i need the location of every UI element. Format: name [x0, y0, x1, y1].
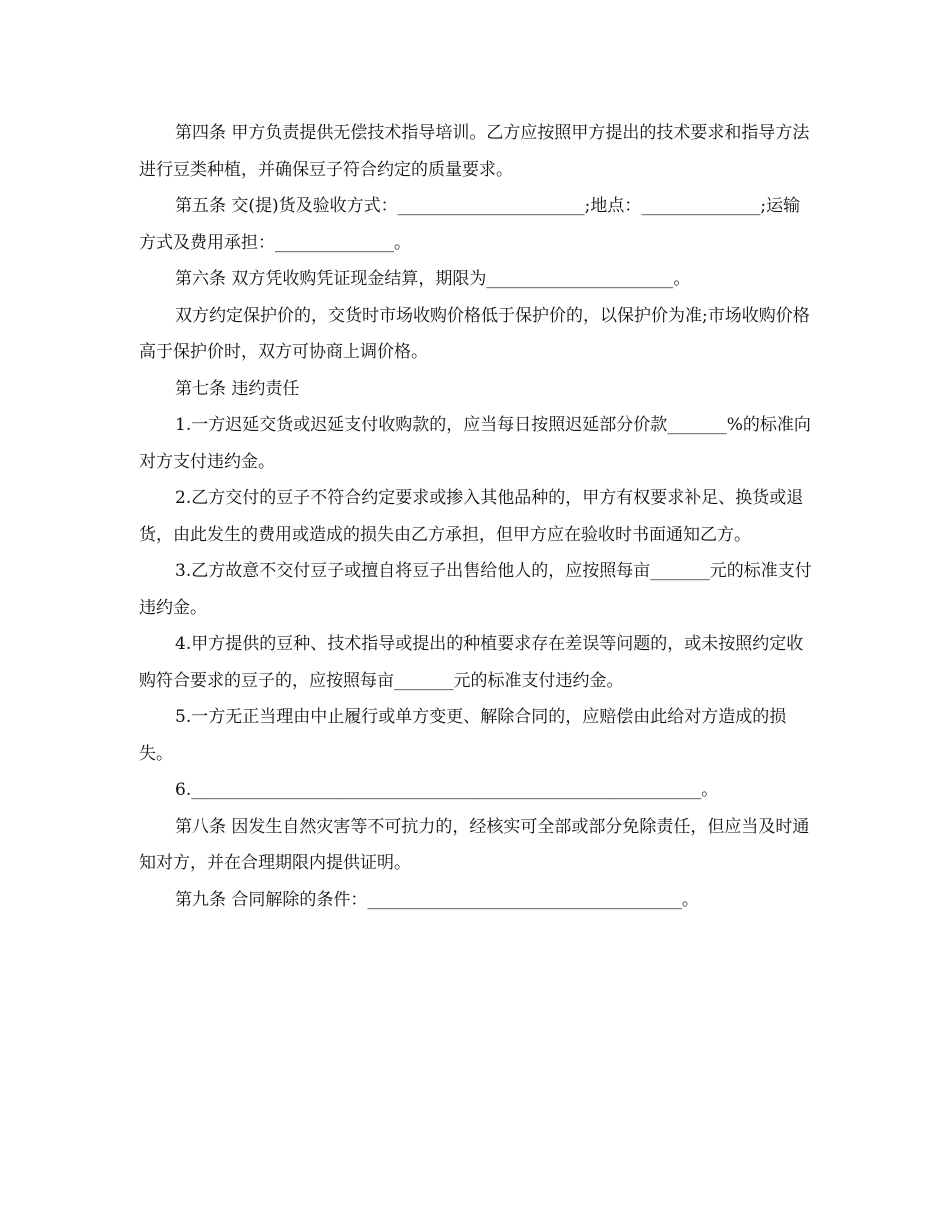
article-9-paragraph: 第九条 合同解除的条件：_____________________________________。: [175, 889, 699, 910]
article-6-paragraph: 第六条 双方凭收购凭证现金结算，期限为______________________。: [175, 269, 691, 289]
article-4-paragraph: 第四条 甲方负责提供无偿技术指导培训。乙方应按照甲方提出的技术要求和指导方法进行豆类种植，并确保豆子符合约定的质量要求。: [139, 123, 810, 180]
article-7-heading: 第七条 违约责任: [175, 378, 300, 399]
breach-clause-3: 3.乙方故意不交付豆子或擅自将豆子出售给他人的，应按照每亩_______元的标准支付违约金。: [139, 561, 812, 618]
protection-price-paragraph: 双方约定保护价的，交货时市场收购价格低于保护价的，以保护价为准;市场收购价格高于保护价时，双方可协商上调价格。: [139, 305, 810, 362]
breach-clause-1: 1.一方迟延交货或迟延支付收购款的，应当每日按照迟延部分价款_______%的标准向对方支付违约金。: [139, 415, 811, 472]
article-8-paragraph: 第八条 因发生自然灾害等不可抗力的，经核实可全部或部分免除责任，但应当及时通知对方，并在合理期限内提供证明。: [139, 816, 810, 873]
breach-clause-4: 4.甲方提供的豆种、技术指导或提出的种植要求存在差误等问题的，或未按照约定收购符合要求的豆子的，应按照每亩_______元的标准支付违约金。: [139, 634, 804, 691]
breach-clause-6: 6.____________________________________________________________。: [175, 780, 719, 800]
document-body: [139, 115, 814, 918]
breach-clause-2: 2.乙方交付的豆子不符合约定要求或掺入其他品种的，甲方有权要求补足、换货或退货，由此发生的费用或造成的损失由乙方承担，但甲方应在验收时书面通知乙方。: [139, 488, 804, 545]
article-5-paragraph: 第五条 交(提)货及验收方式：______________________;地点：______________;运输方式及费用承担：______________。: [139, 196, 801, 253]
breach-clause-5: 5.一方无正当理由中止履行或单方变更、解除合同的，应赔偿由此给对方造成的损失。: [139, 707, 787, 764]
